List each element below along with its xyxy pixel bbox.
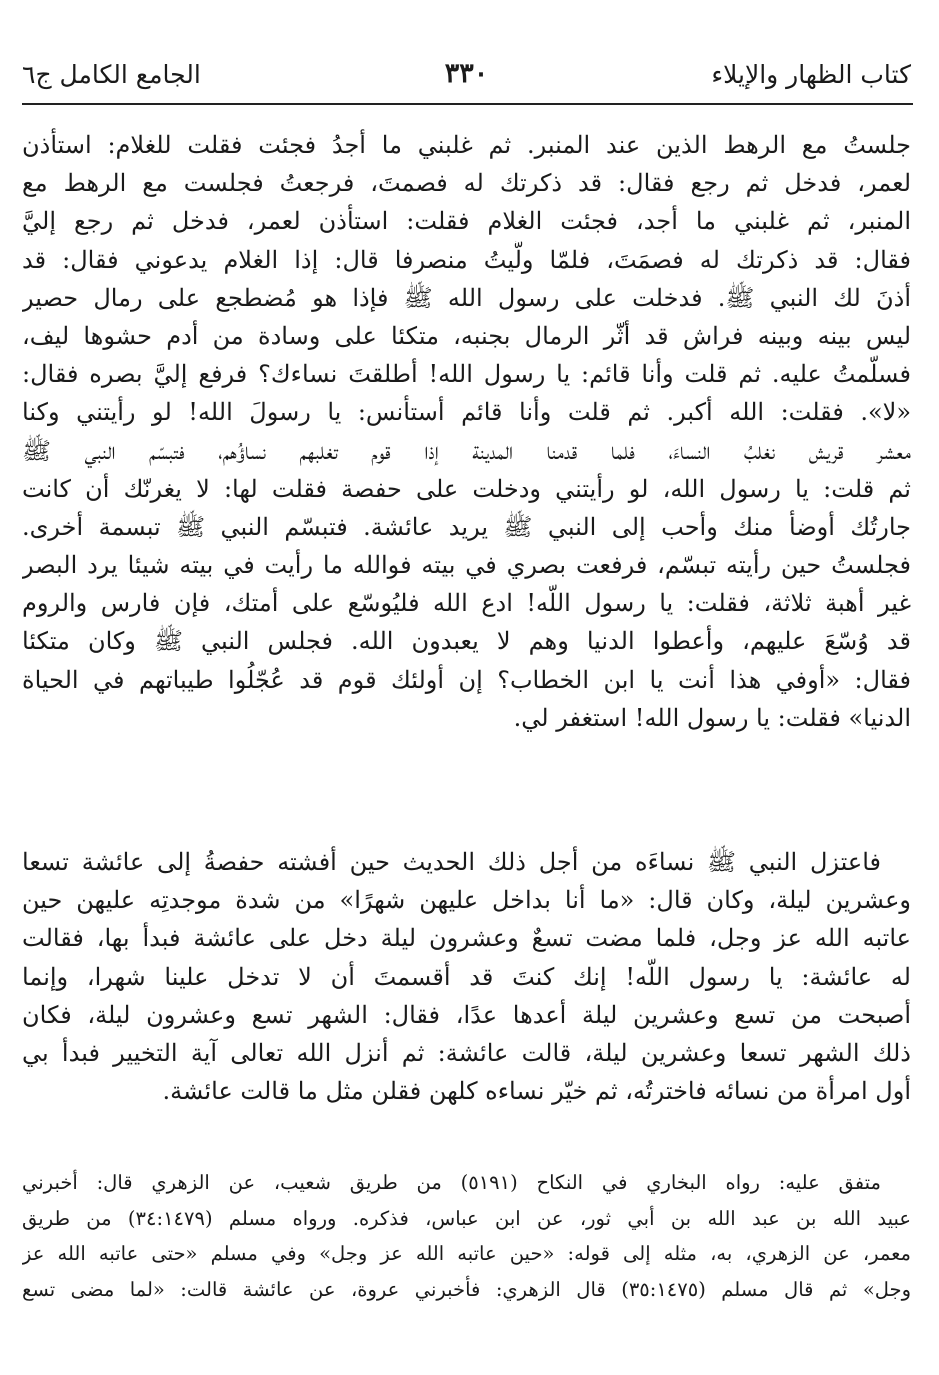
text-line: لعمر، فدخل ثم رجع فقال: قد ذكرتك له فصمتَ، فرجعتُ فجلست مع الرهط مع bbox=[22, 169, 911, 198]
text-line: «لا». فقلت: الله أكبر. ثم قلت وأنا قائم أستأنس: يا رسولَ الله! لو رأيتني وكنا bbox=[22, 398, 911, 427]
text-line: فجلستُ حين رأيته تبسّم، فرفعت بصري في بيته فوالله ما رأيت في بيته شيئا يرد البصر bbox=[22, 551, 911, 580]
footnote-line: متفق عليه: رواه البخاري في النكاح (٥١٩١) من طريق شعيب، عن الزهري قال: أخبرني bbox=[22, 1171, 881, 1194]
text-line: أول امرأة من نسائه فاخترتُه، ثم خيّر نساءه كلهن فقلن مثل ما قالت عائشة. bbox=[162, 1077, 911, 1106]
text-line: غير أهبة ثلاثة، فقلت: يا رسول اللّه! ادع الله فليُوسّع على أمتك، فإن فارس والروم bbox=[22, 589, 911, 618]
text-line: أصبحت من تسع وعشرين ليلة أعدها عدًا، فقال: الشهر تسع وعشرون ليلة، فكان bbox=[22, 1000, 911, 1029]
main-paragraph-2 bbox=[22, 843, 911, 1110]
text-line: فسلّمتُ عليه. ثم قلت وأنا قائم: يا رسول الله! أطلقتَ نساءك؟ فرفع إليَّ بصره فقال: bbox=[22, 360, 911, 389]
book-title: الجامع الكامل ج٦ bbox=[22, 60, 201, 89]
text-line: المنبر، ثم غلبني ما أجد، فجئت الغلام فقلت: استأذن لعمر، فدخل ثم رجع إليَّ bbox=[22, 207, 911, 236]
footnote-line: معمر، عن الزهري، به، مثله إلى قوله: «حين عاتبه الله عز وجل» وفي مسلم «حتى عاتبه الله عز bbox=[22, 1242, 911, 1265]
text-line: معشر قريش نغلبُ النساءَ، فلما قدمنا المدينة إذا قوم تغلبهم نساؤُهم، فتبسّم النبي ﷺ bbox=[22, 436, 911, 465]
main-paragraph-1 bbox=[22, 126, 911, 737]
text-line: الدنيا» فقلت: يا رسول الله! استغفر لي. bbox=[513, 703, 911, 732]
header-divider bbox=[22, 103, 913, 105]
text-line: ليس بينه وبينه فراش قد أثّر الرمال بجنبه، متكئا على وسادة من أدم حشوها ليف، bbox=[22, 321, 911, 350]
section-title: كتاب الظهار والإيلاء bbox=[711, 60, 911, 89]
page-header bbox=[22, 58, 911, 100]
text-line: فقال: قد ذكرتك له فصمَتَ، فلمّا ولَّيتُ منصرفا قال: إذا الغلام يدعوني فقال: قد bbox=[22, 245, 911, 274]
text-line: قد وُسّعَ عليهم، وأعطوا الدنيا وهم لا يعبدون الله. فجلس النبي ﷺ وكان متكئا bbox=[22, 627, 911, 656]
text-line: أذنَ لك النبي ﷺ. فدخلت على رسول الله ﷺ فإذا هو مُضطجع على رمال حصير bbox=[22, 283, 911, 312]
text-line: عاتبه الله عز وجل، فلما مضت تسعٌ وعشرون ليلة دخل على عائشة فبدأ بها، فقالت bbox=[22, 924, 911, 953]
text-line: جارتُك أوضأ منك وأحب إلى النبي ﷺ يريد عائشة. فتبسّم النبي ﷺ تبسمة أخرى. bbox=[22, 512, 911, 541]
text-line: فاعتزل النبي ﷺ نساءَه من أجل ذلك الحديث حين أفشته حفصةُ إلى عائشة تسعا bbox=[22, 848, 881, 876]
footnote-line: وجل» ثم قال مسلم (٣٥:١٤٧٥) قال الزهري: فأخبرني عروة، عن عائشة قالت: «لما مضى تسع bbox=[22, 1277, 911, 1301]
footnote-line: عبيد الله بن عبد الله بن أبي ثور، عن ابن عباس، فذكره. ورواه مسلم (٣٤:١٤٧٩) من طريق bbox=[22, 1206, 911, 1230]
footnote bbox=[22, 1165, 911, 1307]
text-line: له عائشة: يا رسول اللّه! إنك كنتَ قد أقسمتَ أن لا تدخل علينا شهرا، وإنما bbox=[22, 962, 911, 991]
text-line: وعشرين ليلة، وكان قال: «ما أنا بداخل عليهن شهرًا» من شدة موجدتِه عليهن حين bbox=[22, 886, 911, 915]
page-number: ٣٣٠ bbox=[444, 58, 489, 89]
text-line: جلستُ مع الرهط الذين عند المنبر. ثم غلبني ما أجدُ فجئت فقلت للغلام: استأذن bbox=[22, 131, 911, 159]
text-line: فقال: «أوفي هذا أنت يا ابن الخطاب؟ إن أولئك قوم قد عُجّلُوا طيباتهم في الحياة bbox=[22, 665, 911, 694]
text-line: ثم قلت: يا رسول الله، لو رأيتني ودخلت على حفصة فقلت لها: لا يغرنّك أن كانت bbox=[22, 474, 911, 503]
text-line: ذلك الشهر تسعا وعشرين ليلة، قالت عائشة: ثم أنزل الله تعالى آية التخيير فبدأ بي bbox=[22, 1038, 911, 1067]
